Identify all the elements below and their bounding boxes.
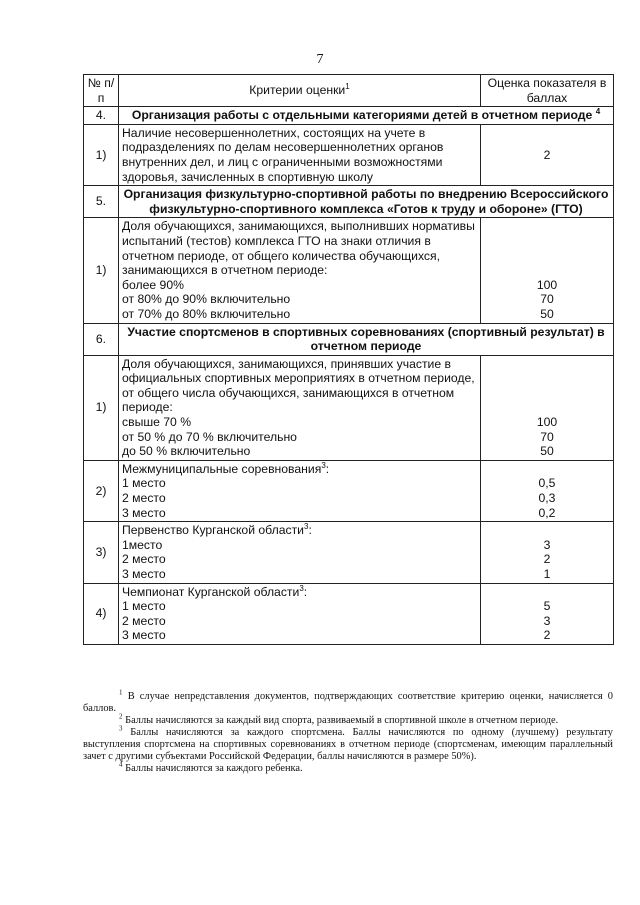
footnote-mark: 1 bbox=[119, 688, 123, 697]
score-value: 100 bbox=[536, 415, 558, 430]
footnote-mark: 3 bbox=[299, 583, 304, 593]
criterion-option: 3 место bbox=[122, 505, 166, 520]
score-value: 5 bbox=[543, 599, 551, 614]
criterion-option: 2 место bbox=[122, 552, 166, 567]
score-values bbox=[481, 460, 614, 521]
criterion-number: 1) bbox=[84, 355, 119, 460]
criterion-description: Межмуниципальные соревнования$^3$: bbox=[122, 460, 330, 476]
score-value: 50 bbox=[540, 306, 554, 321]
section-title: Организация физкультурно-спортивной работы по внедрению Всероссийского физкультурно-спортивного комплекса «Готов к труду и обороне» (ГТО) bbox=[119, 186, 614, 218]
criterion-number: 1) bbox=[84, 218, 119, 323]
criterion-number: 4) bbox=[84, 583, 119, 644]
header-criteria: Критерии оценки$^1$ bbox=[119, 75, 481, 107]
footnote: $^3$ Баллы начисляются за каждого спортсмена. Баллы начисляются по одному (лучшему) результату выступления спортсмена на спортивных соревнованиях в отчетном периоде (спортсменам, имеющим параллельный зачет с другими субъектами Российской Федерации, баллы начисляются в размере 50%). bbox=[83, 724, 613, 762]
footnote-mark: 4 bbox=[595, 107, 601, 117]
score-value: 2 bbox=[543, 552, 551, 567]
score-values bbox=[481, 218, 614, 323]
section-title: Организация работы с отдельными категориями детей в отчетном периоде $^4$ bbox=[119, 107, 614, 125]
criterion-option: 2 место bbox=[122, 613, 166, 628]
criterion-row bbox=[84, 460, 614, 521]
criterion-option: 3 место bbox=[122, 628, 166, 643]
criterion-option: свыше 70 % bbox=[122, 415, 192, 430]
criterion-description: Чемпионат Курганской области$^3$: bbox=[122, 583, 308, 599]
score-values bbox=[481, 583, 614, 644]
score-value: 70 bbox=[540, 429, 554, 444]
criterion-number: 1) bbox=[84, 124, 119, 185]
section-row bbox=[84, 323, 614, 355]
criterion-description: Доля обучающихся, занимающихся, выполнивших нормативы испытаний (тестов) комплекса ГТО на знаки отличия в отчетном периоде, от общего количества обучающихся, занимающихся в отчетном периоде: bbox=[122, 219, 475, 278]
header-number: № п/п bbox=[84, 75, 119, 107]
section-number: 4. bbox=[84, 107, 119, 125]
criterion-text bbox=[119, 522, 481, 583]
criterion-row bbox=[84, 583, 614, 644]
footnotes bbox=[83, 688, 613, 775]
score-value: 3 bbox=[543, 613, 551, 628]
footnote-mark: 4 bbox=[119, 760, 123, 769]
criteria-table bbox=[83, 74, 614, 645]
score-value: 2 bbox=[543, 628, 551, 643]
score-value: 70 bbox=[540, 292, 554, 307]
score-values bbox=[481, 124, 614, 185]
criterion-text bbox=[119, 583, 481, 644]
section-number: 5. bbox=[84, 186, 119, 218]
section-row bbox=[84, 186, 614, 218]
criterion-option: от 80% до 90% включительно bbox=[122, 292, 291, 307]
criterion-text bbox=[119, 355, 481, 460]
section-title: Участие спортсменов в спортивных соревнованиях (спортивный результат) в отчетном периоде bbox=[119, 323, 614, 355]
criterion-row bbox=[84, 355, 614, 460]
criterion-text bbox=[119, 124, 481, 185]
page-number: 7 bbox=[316, 52, 324, 67]
footnote: $^4$ Баллы начисляются за каждого ребенка. bbox=[119, 760, 303, 774]
criterion-option: от 70% до 80% включительно bbox=[122, 306, 291, 321]
criterion-option: 1 место bbox=[122, 599, 166, 614]
criterion-row bbox=[84, 124, 614, 185]
footnote: $^1$ В случае непредставления документов, подтверждающих соответствие критерию оценки, начисляется 0 баллов. bbox=[83, 688, 613, 714]
criterion-option: 2 место bbox=[122, 491, 166, 506]
table-header-row bbox=[84, 75, 614, 107]
footnote: $^2$ Баллы начисляются за каждый вид спорта, развиваемый в спортивной школе в отчетном периоде. bbox=[119, 712, 559, 726]
score-value: 1 bbox=[543, 567, 551, 581]
criterion-text bbox=[119, 460, 481, 521]
criterion-row bbox=[84, 522, 614, 583]
header-score: Оценка показателя в баллах bbox=[481, 75, 614, 107]
score-value: 0,2 bbox=[538, 505, 556, 520]
criterion-description: Первенство Курганской области$^3$: bbox=[122, 522, 312, 538]
criterion-option: более 90% bbox=[122, 277, 184, 292]
footnote-mark: 3 bbox=[303, 522, 309, 532]
footnote-mark: 3 bbox=[119, 724, 123, 733]
criterion-text bbox=[119, 218, 481, 323]
score-value: 100 bbox=[536, 277, 558, 292]
footnote-mark: 2 bbox=[119, 712, 123, 721]
criterion-option: 1место bbox=[122, 537, 163, 552]
criterion-option: от 50 % до 70 % включительно bbox=[122, 429, 297, 444]
criterion-option: 3 место bbox=[122, 567, 166, 581]
criterion-number: 2) bbox=[84, 460, 119, 521]
criterion-row bbox=[84, 218, 614, 323]
criterion-description: Доля обучающихся, занимающихся, принявших участие в официальных спортивных мероприятиях в отчетном периоде, от общего числа обучающихся, занимающихся в отчетном периоде: bbox=[122, 356, 475, 415]
score-value: 50 bbox=[540, 444, 554, 459]
score-value: 0,5 bbox=[538, 476, 556, 491]
section-number: 6. bbox=[84, 323, 119, 355]
score-value: 0,3 bbox=[538, 491, 556, 506]
criterion-number: 3) bbox=[84, 522, 119, 583]
score-value: 3 bbox=[543, 537, 551, 552]
footnote-mark: 3 bbox=[321, 460, 326, 470]
score-value: 2 bbox=[543, 147, 551, 162]
section-row bbox=[84, 107, 614, 125]
criterion-description: Наличие несовершеннолетних, состоящих на учете в подразделениях по делам несовершеннолетних органов внутренних дел, и лиц с ограниченными возможностями здоровья, зачисленных в спортивную школу bbox=[122, 125, 444, 184]
criterion-option: до 50 % включительно bbox=[122, 444, 251, 459]
score-values bbox=[481, 522, 614, 583]
criterion-option: 1 место bbox=[122, 476, 166, 491]
score-values bbox=[481, 355, 614, 460]
